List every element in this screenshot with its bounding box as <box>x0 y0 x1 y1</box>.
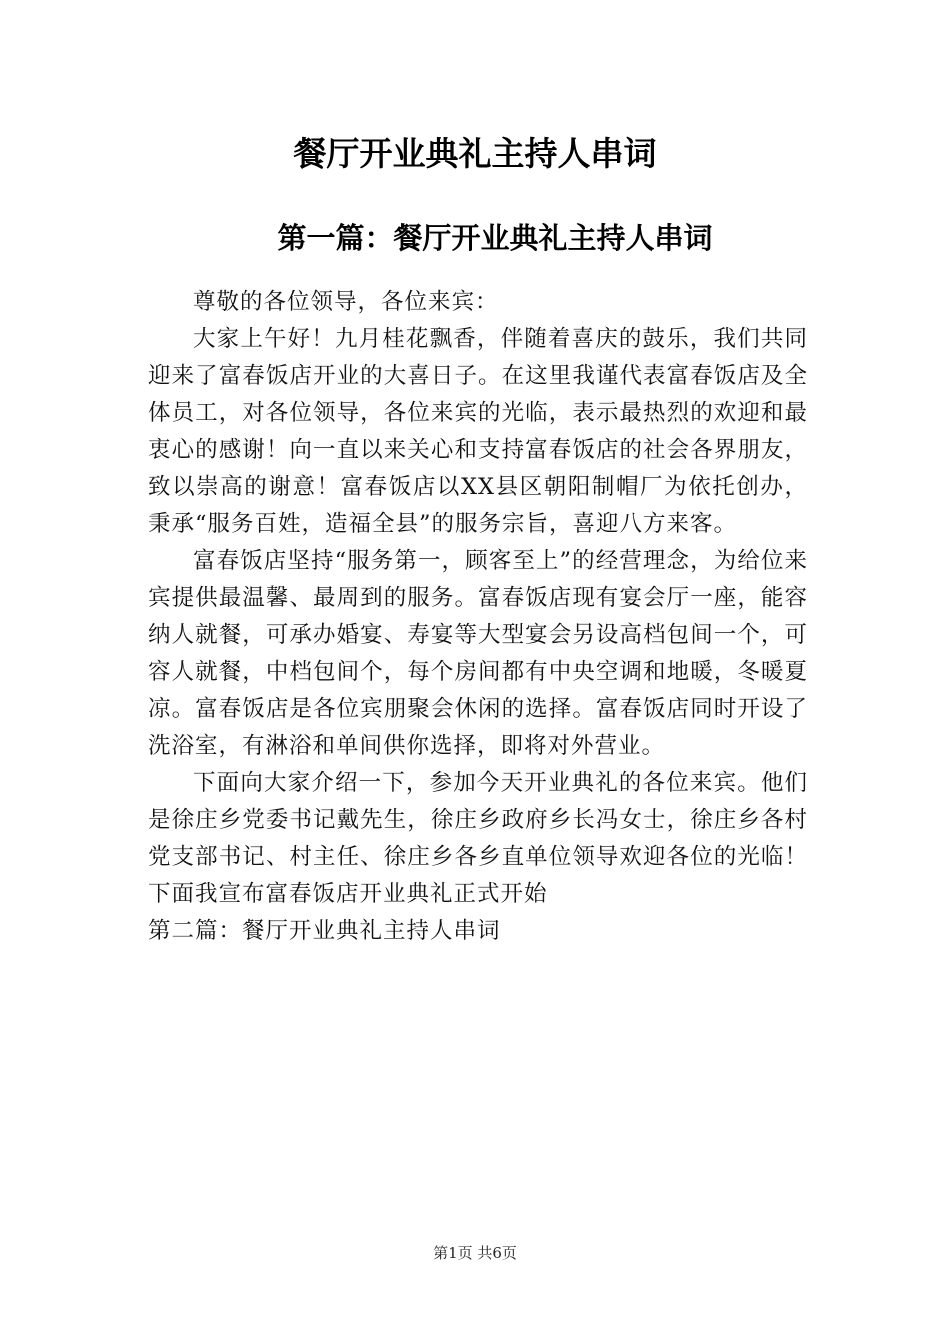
business-paragraph: 富春饭店坚持“服务第一，顾客至上”的经营理念，为给位来宾提供最温馨、最周到的服务。富春饭店现有宴会厅一座，能容纳人就餐，可承办婚宴、寿宴等大型宴会另设高档包间一个，可容人就餐，中档包间个，每个房间都有中央空调和地暖，冬暖夏凉。富春饭店是各位宾朋聚会休闲的选择。富春饭店同时开设了洗浴室，有淋浴和单间供你选择，即将对外营业。 <box>148 548 808 759</box>
document-title: 餐厅开业典礼主持人串词 <box>293 134 657 173</box>
next-section-heading: 第二篇：餐厅开业典礼主持人串词 <box>148 918 501 944</box>
page-footer: 第1页 共6页 <box>433 1244 517 1262</box>
salutation-paragraph: 尊敬的各位领导，各位来宾： <box>193 289 499 315</box>
guests-paragraph: 下面向大家介绍一下，参加今天开业典礼的各位来宾。他们是徐庄乡党委书记戴先生，徐庄乡政府乡长冯女士，徐庄乡各村党支部书记、村主任、徐庄乡各乡直单位领导欢迎各位的光临！下面我宣布富春饭店开业典礼正式开始 <box>148 770 808 907</box>
document-body <box>148 284 808 950</box>
section-heading: 第一篇：餐厅开业典礼主持人串词 <box>277 221 713 255</box>
welcome-paragraph: 大家上午好！九月桂花飘香，伴随着喜庆的鼓乐，我们共同迎来了富春饭店开业的大喜日子。在这里我谨代表富春饭店及全体员工，对各位领导，各位来宾的光临，表示最热烈的欢迎和最衷心的感谢！向一直以来关心和支持富春饭店的社会各界朋友，致以崇高的谢意！富春饭店以XX县区朝阳制帽厂为依托创办，秉承“服务百姓，造福全县”的服务宗旨，喜迎八方来客。 <box>148 326 808 537</box>
